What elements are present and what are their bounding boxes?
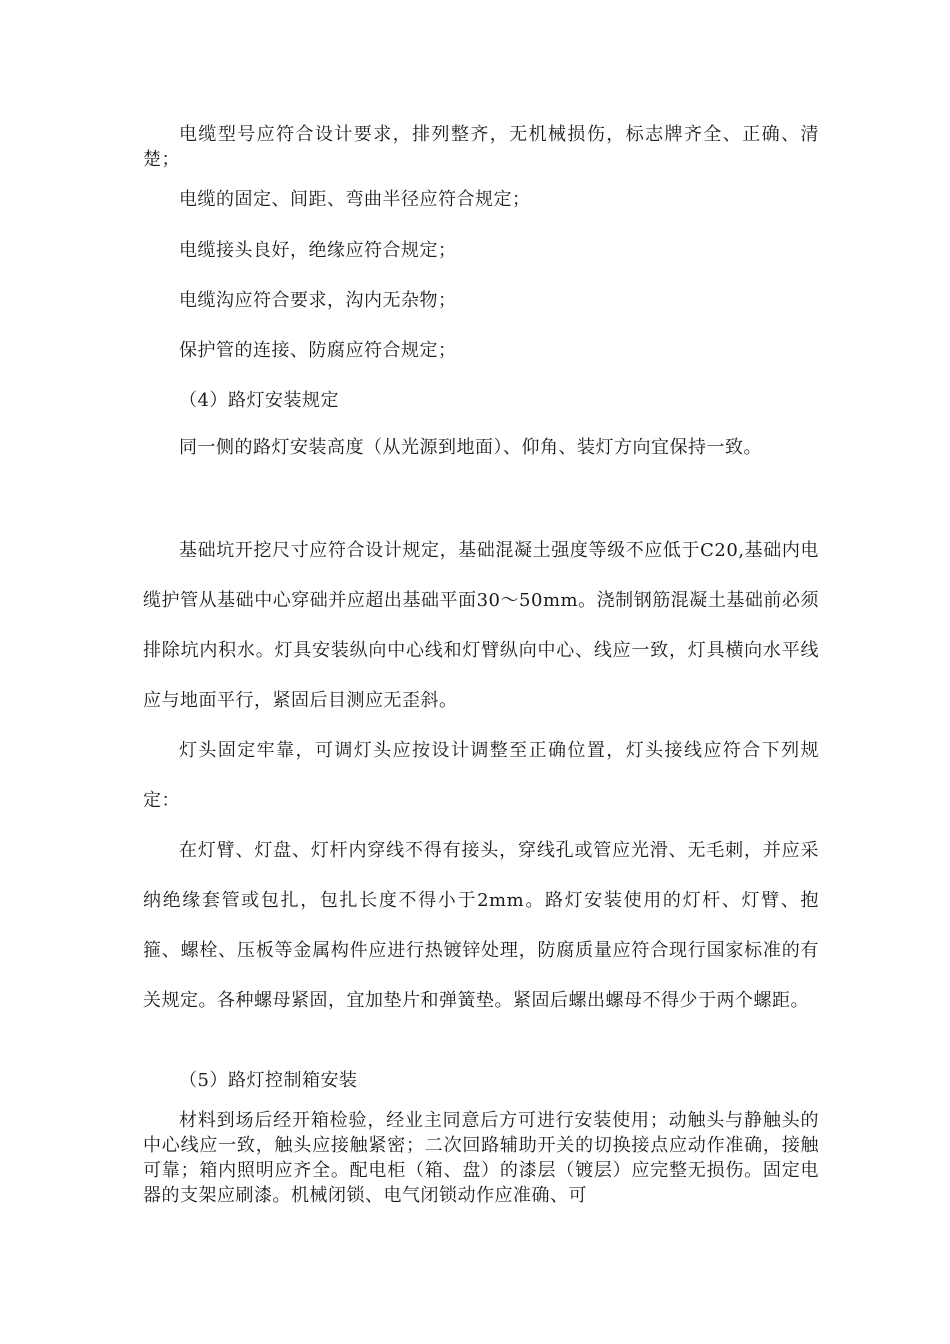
section-heading-5: （5）路灯控制箱安装 <box>179 1070 358 1091</box>
paragraph-cable-model: 电缆型号应符合设计要求，排列整齐，无机械损伤，标志牌齐全、正确、清楚； <box>143 124 819 170</box>
paragraph-cable-trench: 电缆沟应符合要求，沟内无杂物； <box>179 290 457 311</box>
paragraph-foundation: 基础坑开挖尺寸应符合设计规定，基础混凝土强度等级不应低于C20,基础内电缆护管从基础中心穿础并应超出基础平面30〜50mm。浇制钢筋混凝土基础前必须排除坑内积水。灯具安装纵向中心线和灯臂纵向中心、线应一致，灯具横向水平线应与地面平行，紧固后目测应无歪斜。 <box>143 540 819 711</box>
paragraph-control-box: 材料到场后经开箱检验，经业主同意后方可进行安装使用；动触头与静触头的中心线应一致，触头应接触紧密；二次回路辅助开关的切换接点应动作准确，接触可靠；箱内照明应齐全。配电柜（箱、盘）的漆层（镀层）应完整无损伤。固定电器的支架应刷漆。机械闭锁、电气闭锁动作应准确、可 <box>143 1110 819 1206</box>
paragraph-cable-joint: 电缆接头良好，绝缘应符合规定； <box>179 240 457 261</box>
paragraph-cable-fixing: 电缆的固定、间距、弯曲半径应符合规定； <box>179 189 531 210</box>
paragraph-wiring: 在灯臂、灯盘、灯杆内穿线不得有接头，穿线孔或管应光滑、无毛刺，并应采纳绝缘套管或包扎，包扎长度不得小于2mm。路灯安装使用的灯杆、灯臂、抱箍、螺栓、压板等金属构件应进行热镀锌处理，防腐质量应符合现行国家标准的有关规定。各种螺母紧固，宜加垫片和弹簧垫。紧固后螺出螺母不得少于两个螺距。 <box>143 840 819 1011</box>
paragraph-lamp-head: 灯头固定牢靠，可调灯头应按设计调整至正确位置，灯头接线应符合下列规定： <box>143 740 819 811</box>
paragraph-lamp-height: 同一侧的路灯安装高度（从光源到地面）、仰角、装灯方向宜保持一致。 <box>179 437 762 458</box>
section-heading-4: （4）路灯安装规定 <box>179 390 339 411</box>
paragraph-protection-pipe: 保护管的连接、防腐应符合规定； <box>179 340 457 361</box>
